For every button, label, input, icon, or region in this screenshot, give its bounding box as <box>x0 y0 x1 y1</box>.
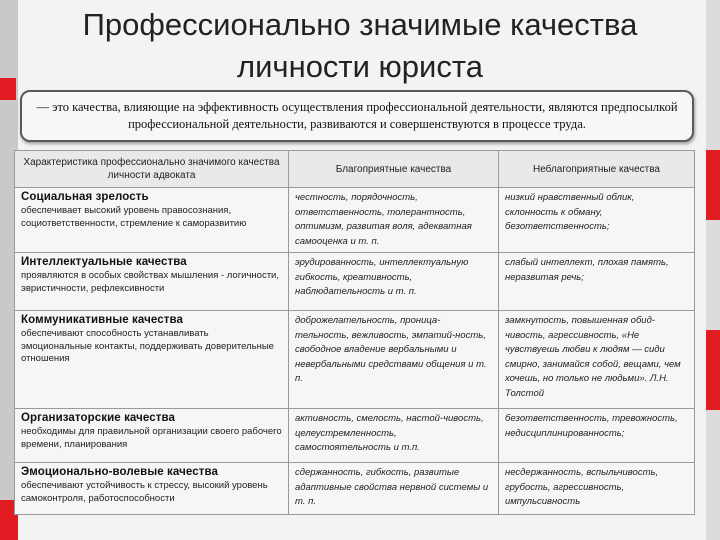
quality-description: обеспечивают устойчивость к стрессу, высокий уровень самоконтроля, работоспособности <box>21 480 268 504</box>
favorable-cell: доброжелательность, проница-тельность, вежливость, эмпатий-ность, свободное владение вербальными и невербальными средствами общения и т. п. <box>289 311 499 409</box>
quality-title: Интеллектуальные качества <box>21 256 187 268</box>
quality-title: Социальная зрелость <box>21 191 149 203</box>
quality-description: необходимы для правильной организации своего рабочего времени, планирования <box>21 426 282 450</box>
slide-title: Профессионально значимые качества личности юриста <box>82 7 638 84</box>
table-row <box>15 463 695 515</box>
favorable-cell: активность, смелость, настой-чивость, целеустремленность, самостоятельность и т.п. <box>289 409 499 463</box>
unfavorable-cell: безответственность, тревожность, недисциплинированность; <box>499 409 695 463</box>
decor-red-block <box>0 78 16 100</box>
qualities-table <box>14 150 695 515</box>
decor-red-block <box>706 150 720 220</box>
header-favorable: Благоприятные качества <box>289 151 499 188</box>
quality-cell <box>15 188 289 253</box>
quality-cell <box>15 463 289 515</box>
quality-cell <box>15 311 289 409</box>
table-header-row <box>15 151 695 188</box>
quality-cell <box>15 253 289 311</box>
favorable-cell: эрудированность, интеллектуальную гибкость, креативность, наблюдательность и т. п. <box>289 253 499 311</box>
unfavorable-cell: слабый интеллект, плохая память, неразвитая речь; <box>499 253 695 311</box>
quality-description: обеспечивают способность устанавливать эмоциональные контакты, поддерживать доверительные отношения <box>21 328 274 364</box>
table-row <box>15 311 695 409</box>
quality-title: Эмоционально-волевые качества <box>21 466 218 478</box>
table-row <box>15 409 695 463</box>
table-row <box>15 188 695 253</box>
decor-right-strip <box>706 0 720 540</box>
decor-red-block <box>706 330 720 410</box>
quality-cell <box>15 409 289 463</box>
quality-description: проявляются в особых свойствах мышления - логичности, эвристичности, рефлексивности <box>21 270 280 294</box>
unfavorable-cell: замкнутость, повышенная обид-чивость, агрессивность, «Не чувствуешь любви к людям — сиди смирно, занимайся собой, вещами, чем хочешь, но только не людьми». Л.Н. Толстой <box>499 311 695 409</box>
table-row <box>15 253 695 311</box>
unfavorable-cell: низкий нравственный облик, склонность к обману, безответственность; <box>499 188 695 253</box>
quality-description: обеспечивает высокий уровень правосознания, социответственности, стремление к саморазвитию <box>21 205 247 229</box>
quality-title: Организаторские качества <box>21 412 175 424</box>
favorable-cell: сдержанность, гибкость, развитые адаптивные свойства нервной системы и т. п. <box>289 463 499 515</box>
header-unfavorable: Неблагоприятные качества <box>499 151 695 188</box>
header-characteristic: Характеристика профессионально значимого качества личности адвоката <box>15 151 289 188</box>
definition-box: — это качества, влияющие на эффективность осуществления профессиональной деятельности, являются предпосылкой профессиональной деятельности, развиваются и совершенствуются в процессе труда. <box>20 90 694 142</box>
favorable-cell: честность, порядочность, ответственность, толерантность, оптимизм, развитая воля, адекватная самооценка и т. п. <box>289 188 499 253</box>
unfavorable-cell: несдержанность, вспыльчивость, грубость, агрессивность, импульсивность <box>499 463 695 515</box>
quality-title: Коммуникативные качества <box>21 314 183 326</box>
